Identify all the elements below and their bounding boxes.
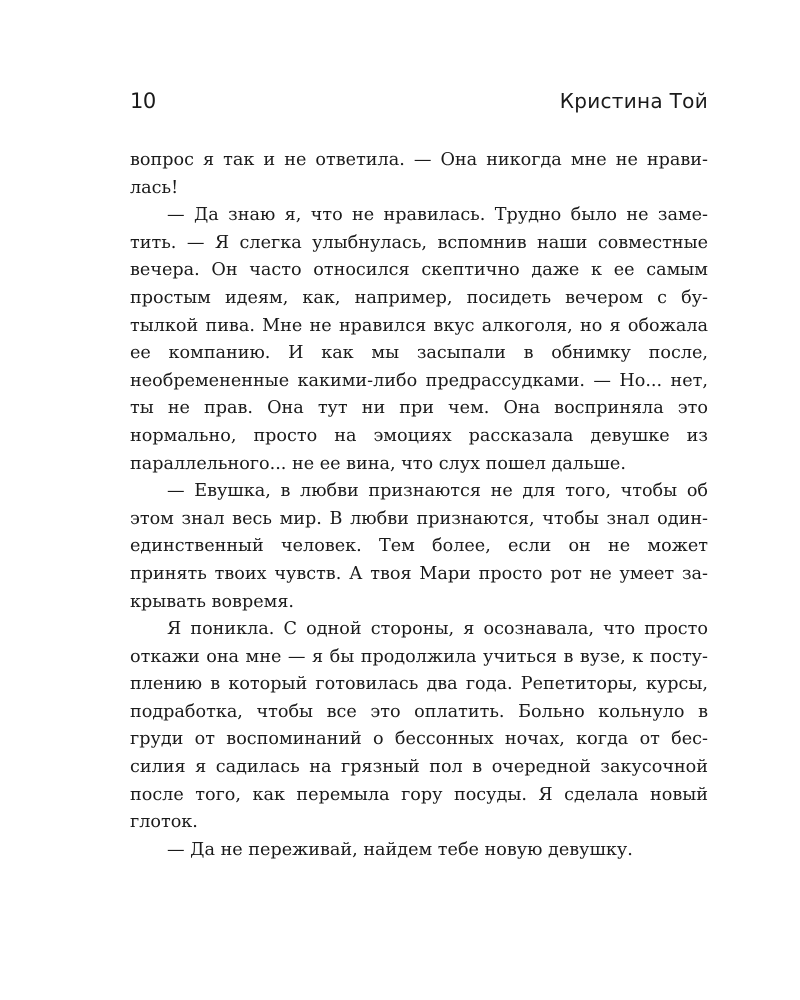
paragraph-1: вопрос я так и не ответила. — Она никогда мне не нравилась! <box>130 150 708 198</box>
body-text <box>130 147 708 864</box>
running-head-author: Кристина Той <box>559 89 708 113</box>
paragraph-5: — Да не переживай, найдем тебе новую девушку. <box>167 839 633 860</box>
paragraph-4: Я поникла. С одной стороны, я осознавала, что просто откажи она мне — я бы продолжила учиться в вузе, к поступлению в который готовилась два года. Репетиторы, курсы, подработка, чтобы все это оплатить. Больно кольнуло в груди от воспоминаний о бессонных ночах, когда от бессилия я садилась на грязный пол в очередной закусочной после того, как перемыла гору посуды. Я сделала новый глоток. <box>130 619 708 833</box>
page-header <box>130 86 708 116</box>
page-number: 10 <box>130 89 156 113</box>
paragraph-2: — Да знаю я, что не нравилась. Трудно было не заметить. — Я слегка улыбнулась, вспомнив наши совместные вечера. Он часто относился скептично даже к ее самым простым идеям, как, например, посидеть вечером с бутылкой пива. Мне не нравился вкус алкоголя, но я обожала ее компанию. И как мы засыпали в обнимку после, необремененные какими-либо предрассудками. — Но... нет, ты не прав. Она тут ни при чем. Она восприняла это нормально, просто на эмоциях рассказала девушке из параллельного... не ее вина, что слух пошел дальше. <box>130 205 708 474</box>
paragraph-3: — Евушка, в любви признаются не для того, чтобы об этом знал весь мир. В любви признаются, чтобы знал один-единственный человек. Тем более, если он не может принять твоих чувств. А твоя Мари просто рот не умеет закрывать вовремя. <box>130 481 708 612</box>
